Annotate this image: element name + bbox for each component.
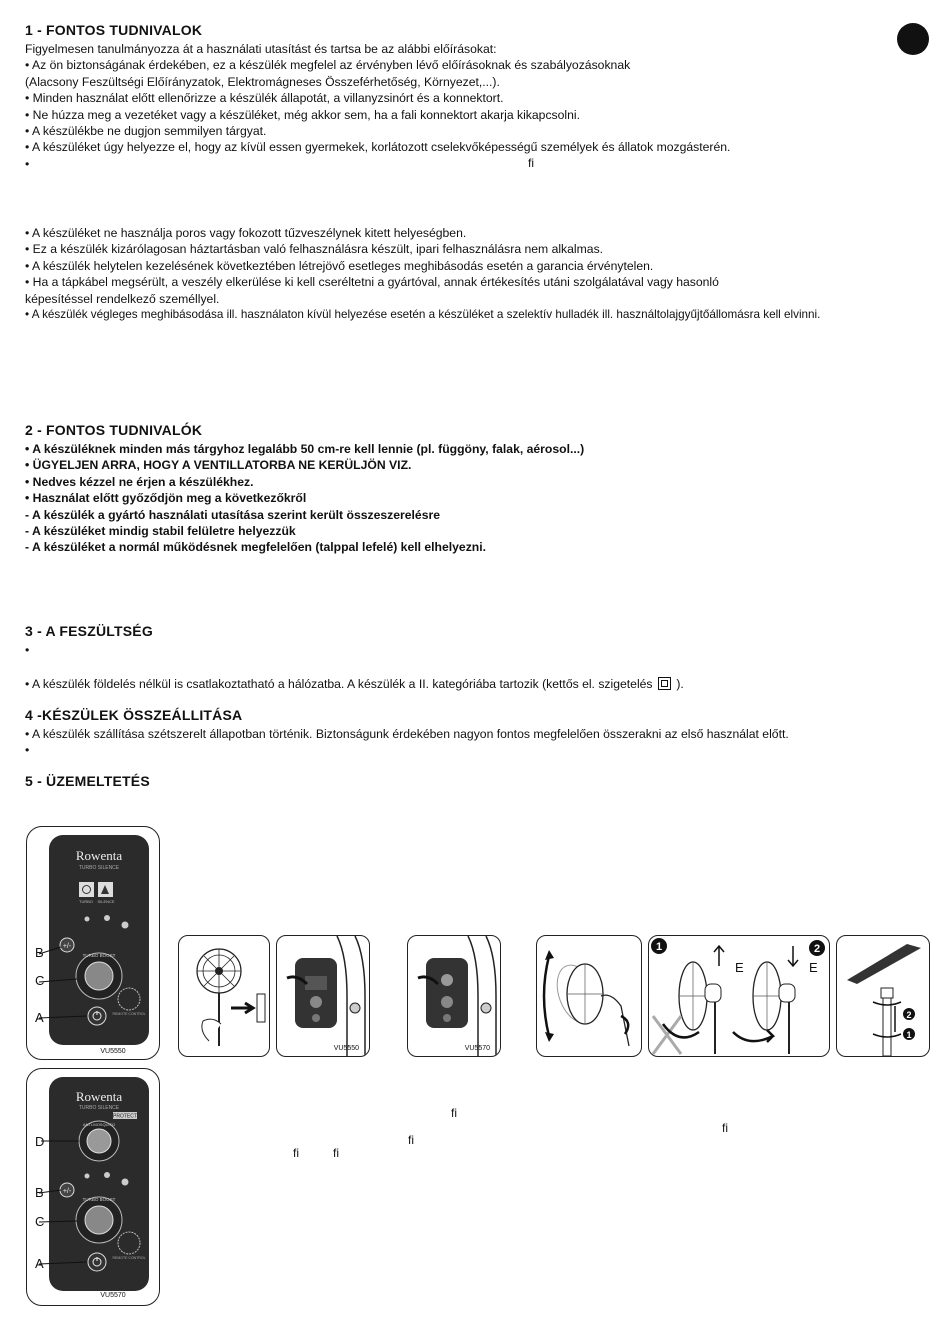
label-c: C [35, 973, 45, 988]
svg-text:ANTI-MOSQUITO: ANTI-MOSQUITO [82, 1122, 116, 1127]
ligature-fragment: fi [722, 1121, 728, 1135]
svg-text:REMOTE CONTROL: REMOTE CONTROL [112, 1256, 146, 1260]
svg-text:TURBO SILENCE: TURBO SILENCE [78, 1105, 120, 1111]
svg-text:+/-: +/- [62, 943, 72, 950]
list-item: • Használat előtt győződjön meg a következőkről [25, 491, 307, 506]
step-1-marker: 1 [655, 941, 663, 953]
list-item: • A készülék végleges meghibásodása ill. használaton kívül helyezése esetén a készüléket a szelektív hulladék ill. használtolajgyűjtőállomásra kell elvinni. [25, 308, 821, 322]
label-c: C [35, 1214, 45, 1229]
ligature-fragment: fi [293, 1146, 299, 1160]
list-item: • Ne húzza meg a vezetéket vagy a készüléket, még akkor sem, ha a fali konnektort akarja kikapcsolni. [25, 107, 581, 122]
voltage-text: • A készülék földelés nélkül is csatlakoztatható a hálózatba. A készülék a II. kategóriába tartozik (kettős el. szigetelés [25, 677, 653, 692]
list-item: • A készüléket ne használja poros vagy fokozott tűzveszélynek kitett helyeségben. [25, 226, 467, 240]
list-item: • [25, 643, 30, 657]
list-item: • A készülék helytelen kezelésének következtében létrejövő esetleges meghibásodás esetén a garancia érvénytelen. [25, 258, 654, 273]
part-e-label: E [809, 960, 818, 975]
list-item: • A készülékbe ne dugjon semmilyen tárgyat. [25, 124, 267, 139]
ligature-fragment: fi [333, 1146, 339, 1160]
label-b: B [35, 1185, 44, 1200]
list-item: • Nedves kézzel ne érjen a készülékhez. [25, 474, 254, 489]
svg-text:TURBO: TURBO [79, 899, 93, 904]
section-1-list-a [25, 57, 932, 172]
brand-logo: Rowenta [75, 1089, 123, 1104]
label-d: D [35, 1134, 45, 1149]
section-3 [25, 623, 932, 693]
svg-text:TURBO BOOST: TURBO BOOST [82, 953, 116, 958]
label-b: B [35, 945, 44, 960]
step-1-marker: 1 [906, 1030, 912, 1040]
step-2-marker: 2 [906, 1010, 912, 1020]
brand-logo: Rowenta [75, 848, 123, 863]
list-item: - A készülék a gyártó használati utasítása szerint került összeszerelésre [25, 507, 441, 522]
svg-text:+/-: +/- [62, 1188, 72, 1195]
list-item: • Az ön biztonságának érdekében, ez a készülék megfelel az érvényben lévő előírásoknak és szabályozásoknak [25, 58, 631, 73]
list-item: • A készüléket úgy helyezze el, hogy az kívül essen gyermekek, korlátozott cselekvőképességű személyek és állatok mozgásterén. [25, 140, 731, 155]
section-1-title: 1 - FONTOS TUDNIVALOK [25, 22, 203, 38]
ligature-fragment: fi [408, 1133, 414, 1147]
figure-display-vu5570 [407, 935, 501, 1057]
section-1-intro: Figyelmesen tanulmányozza át a használati utasítást és tartsa be az alábbi előírásokat: [25, 42, 497, 56]
section-4 [25, 707, 932, 759]
section-2 [25, 422, 932, 556]
step-2-marker: 2 [813, 943, 821, 955]
list-item: - A készüléket a normál működésnek megfelelően (talppal lefelé) kell elhelyezni. [25, 540, 487, 555]
list-item: (Alacsony Feszültségi Előírányzatok, Elektromágneses Összeférhetőség, Környezet,...). [25, 74, 500, 89]
section-5 [25, 773, 932, 789]
ligature-fragment: fi [451, 1106, 457, 1120]
section-5-title: 5 - ÜZEMELTETÉS [25, 773, 150, 789]
section-1 [25, 22, 932, 172]
label-a: A [35, 1256, 44, 1271]
list-item: • ÜGYELJEN ARRA, HOGY A VENTILLATORBA NE KERÜLJÖN VIZ. [25, 458, 412, 473]
brand-sub: TURBO SILENCE [78, 865, 120, 871]
voltage-text-end: ). [676, 677, 684, 692]
svg-text:REMOTE CONTROL: REMOTE CONTROL [112, 1012, 146, 1016]
control-panel-vu5570 [26, 1068, 160, 1306]
list-item: képesítéssel rendelkező személlyel. [25, 291, 220, 306]
figure-height-adjust [836, 935, 930, 1057]
figure-tilt-head [536, 935, 642, 1057]
list-item [25, 676, 932, 692]
label-a: A [35, 1010, 44, 1025]
list-item: • [25, 156, 30, 171]
control-panel-vu5550 [26, 826, 160, 1060]
figure-display-vu5550 [276, 935, 370, 1057]
model-label: VU5550 [333, 1045, 359, 1052]
list-item: - A készüléket mindig stabil felületre helyezzük [25, 524, 296, 539]
list-item: • [25, 743, 30, 758]
model-label: VU5570 [100, 1292, 126, 1299]
protect-badge: PROTECT [113, 1113, 137, 1120]
section-4-title: 4 -KÉSZÜLEK ÖSSZEÁLLITÁSA [25, 707, 243, 723]
part-e-label: E [735, 960, 744, 975]
list-item: • Ez a készülék kizárólagosan háztartásban való felhasználásra készült, ipari felhasználásra nem alkalmas. [25, 242, 604, 257]
model-label: VU5550 [100, 1048, 126, 1055]
figure-mount-head [648, 935, 830, 1057]
section-1-list-b [25, 225, 932, 323]
svg-text:SILENCE: SILENCE [97, 899, 115, 904]
svg-text:TURBO BOOST: TURBO BOOST [82, 1197, 116, 1202]
list-item: • Minden használat előtt ellenőrizze a készülék állapotát, a villanyzsinórt és a konnektort. [25, 91, 504, 106]
list-item: • A készüléknek minden más tárgyhoz legalább 50 cm-re kell lennie (pl. függöny, falak, aérosol...) [25, 442, 585, 456]
section-3-title: 3 - A FESZÜLTSÉG [25, 623, 153, 639]
ligature-fragment: fi [528, 156, 534, 170]
figure-plug-in [178, 935, 270, 1057]
double-insulation-icon [658, 677, 671, 690]
model-label: VU5570 [464, 1045, 490, 1052]
section-2-list [25, 441, 932, 556]
section-2-title: 2 - FONTOS TUDNIVALÓK [25, 422, 203, 438]
list-item: • Ha a tápkábel megsérült, a veszély elkerülése ki kell cseréltetni a gyártóval, annak értékesítés utáni szolgálatával vagy hasonló [25, 275, 719, 290]
list-item: • A készülék szállítása szétszerelt állapotban történik. Biztonságunk érdekében nagyon fontos megfelelően összerakni az első használat előtt. [25, 727, 789, 741]
section-4-list [25, 726, 932, 759]
